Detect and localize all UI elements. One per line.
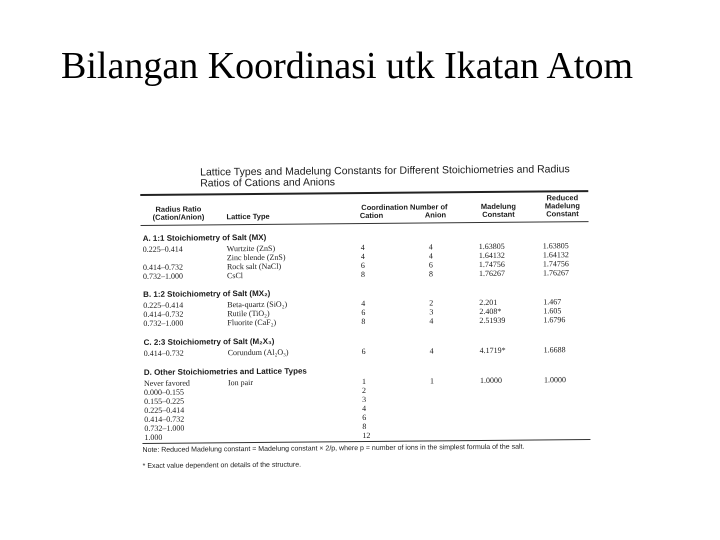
cell-cation: 12: [362, 430, 371, 441]
cell-anion: 2: [429, 298, 434, 308]
cell-cation: 8: [361, 317, 366, 327]
cell-lattice-type: Beta-quartz (SiO₂): [227, 299, 288, 310]
cell-radius-ratio: 0.414–0.732: [142, 262, 183, 272]
cell-radius-ratio: 0.732–1.000: [144, 423, 185, 433]
cell-reduced: 1.74756: [542, 259, 569, 269]
cell-radius-ratio: 0.225–0.414: [144, 405, 185, 415]
cell-radius-ratio: 0.000–0.155: [143, 387, 185, 397]
cell-lattice-type: Fluorite (CaF₂): [227, 317, 277, 328]
cell-madelung: 2.201: [479, 297, 498, 308]
cell-anion: 8: [428, 269, 434, 279]
cell-radius-ratio: 0.414–0.732: [143, 309, 184, 319]
cell-reduced: 1.605: [543, 306, 562, 316]
cell-lattice-type: Corundum (Al₂O₃): [227, 347, 289, 358]
header-cation: Cation: [359, 210, 384, 221]
cell-reduced: 1.6796: [543, 315, 566, 325]
table-row: [140, 346, 592, 358]
header-coordination-number: Coordination Number of: [361, 202, 448, 213]
cell-lattice-type: CsCl: [226, 271, 244, 281]
cell-reduced: 1.6688: [543, 345, 566, 355]
section-title: D. Other Stoichiometries and Lattice Types: [143, 366, 307, 377]
cell-lattice-type: Rock salt (NaCl): [226, 261, 282, 272]
cell-radius-ratio: 0.225–0.414: [143, 300, 184, 310]
cell-cation: 8: [360, 270, 366, 280]
cell-reduced: 1.0000: [543, 375, 566, 385]
cell-cation: 6: [360, 261, 365, 271]
cell-anion: 4: [429, 346, 434, 356]
cell-radius-ratio: 0.155–0.225: [144, 396, 185, 406]
table-note: Note: Reduced Madelung constant = Madelung constant × 2/p, where p = number of ions in the simplest formula of the salt.: [142, 443, 525, 454]
cell-radius-ratio: 0.732–1.000: [143, 318, 184, 328]
header-anion: Anion: [424, 210, 447, 220]
cell-anion: 3: [429, 307, 434, 317]
cell-radius-ratio: 0.225–0.414: [142, 244, 183, 254]
cell-anion: 4: [428, 251, 433, 261]
cell-lattice-type: Ion pair: [227, 378, 254, 388]
cell-radius-ratio: 1.000: [144, 432, 163, 442]
cell-reduced: 1.63805: [542, 241, 569, 251]
cell-cation: 6: [361, 347, 366, 357]
cell-madelung: 1.64132: [478, 250, 505, 261]
cell-anion: 4: [429, 316, 434, 326]
cell-madelung: 2.51939: [479, 315, 506, 326]
section-title: C. 2:3 Stoichiometry of Salt (M₂X₃): [143, 336, 275, 347]
cell-cation: 1: [361, 377, 366, 387]
cell-lattice-type: Rutile (TiO₂): [227, 308, 270, 319]
cell-cation: 6: [361, 308, 366, 318]
cell-cation: 8: [362, 422, 367, 432]
table-top-rule: [140, 190, 588, 196]
header-radius-ratio: Radius Ratio (Cation/Anion): [152, 204, 205, 222]
section-title: A. 1:1 Stoichiometry of Salt (MX): [142, 232, 267, 243]
cell-cation: 2: [361, 386, 367, 396]
cell-cation: 3: [362, 395, 367, 405]
cell-madelung: 1.74756: [478, 259, 505, 270]
cell-cation: 4: [362, 404, 367, 414]
cell-reduced: 1.64132: [542, 250, 569, 260]
cell-lattice-type: Zinc blende (ZnS): [226, 252, 286, 263]
section-title: B. 1:2 Stoichiometry of Salt (MX₂): [143, 288, 271, 299]
header-lattice-type: Lattice Type: [226, 211, 270, 222]
table-caption: Lattice Types and Madelung Constants for Different Stoichiometries and Radius Ratios of Cations and Anions: [200, 163, 570, 190]
cell-madelung: 1.76267: [478, 268, 506, 279]
cell-cation: 6: [362, 413, 367, 423]
cell-anion: 6: [428, 260, 433, 270]
table-footnote: * Exact value dependent on details of the structure.: [142, 461, 302, 470]
cell-radius-ratio: 0.414–0.732: [144, 414, 185, 424]
cell-madelung: 1.0000: [479, 375, 502, 386]
cell-cation: 4: [360, 243, 365, 253]
header-madelung-constant: Madelung Constant: [480, 201, 516, 219]
header-rule: [141, 221, 589, 226]
cell-madelung: 1.63805: [478, 241, 505, 252]
cell-madelung: 4.1719*: [479, 345, 506, 356]
cell-madelung: 2.408*: [479, 306, 502, 317]
cell-anion: 4: [428, 242, 433, 252]
cell-lattice-type: Wurtzite (ZnS): [226, 243, 276, 254]
cell-anion: 1: [429, 376, 434, 386]
cell-cation: 4: [361, 299, 366, 309]
cell-reduced: 1.76267: [542, 268, 570, 278]
cell-radius-ratio: Never favored: [143, 378, 190, 388]
cell-radius-ratio: 0.732–1.000: [142, 271, 184, 281]
madelung-table-figure: [138, 158, 593, 480]
header-reduced-madelung: Reduced Madelung Constant: [544, 193, 580, 219]
slide-title: Bilangan Koordinasi utk Ikatan Atom: [61, 45, 634, 87]
cell-reduced: 1.467: [543, 297, 562, 307]
cell-radius-ratio: 0.414–0.732: [143, 348, 184, 358]
cell-cation: 4: [360, 252, 365, 262]
